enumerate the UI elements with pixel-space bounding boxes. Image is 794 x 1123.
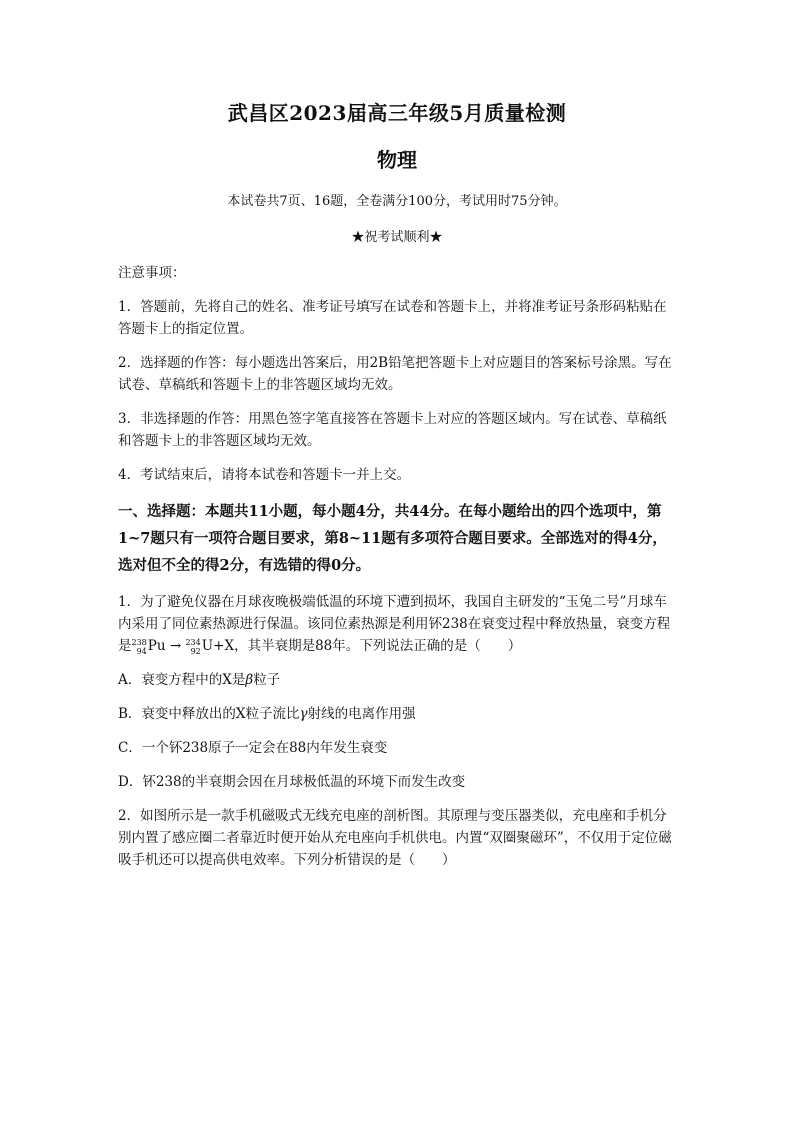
- option-a-text-end: 粒子: [253, 672, 281, 688]
- option-a: [118, 669, 678, 691]
- notice-item-4: 4．考试结束后，请将本试卷和答题卡一并上交。: [118, 467, 411, 483]
- notice-item-1: 1．答题前，先将自己的姓名、准考证号填写在试卷和答题卡上，并将准考证号条形码粘贴在答题卡上的指定位置。: [118, 299, 667, 337]
- u-symbol: U: [201, 638, 214, 654]
- pu-atomic-number: 94: [136, 646, 147, 656]
- option-b-text: B．衰变中释放出的X粒子流比: [118, 706, 300, 722]
- section-heading: 一、选择题：本题共11小题，每小题4分，共44分。在每小题给出的四个选项中，第1~7题只有一项符合题目要求，第8~11题有多项符合题目要求。全部选对的得4分，选对但不全的得2分，有选错的得0分。: [118, 503, 667, 574]
- notice-heading: 注意事项：: [118, 265, 186, 281]
- pu-symbol: Pu: [147, 638, 166, 654]
- reaction-arrow: →: [169, 638, 182, 654]
- notice-item-3: 3．非选择题的作答：用黑色签字笔直接答在答题卡上对应的答题区域内。写在试卷、草稿纸和答题卡上的非答题区域均无效。: [118, 411, 667, 449]
- good-luck-line: ★祝考试顺利★: [351, 230, 443, 245]
- nuclide-pu: [132, 635, 166, 657]
- page-title: 武昌区2023届高三年级5月质量检测: [227, 101, 567, 125]
- beta-symbol: β: [245, 672, 254, 688]
- option-b-text-end: 射线的电离作用强: [307, 706, 416, 722]
- question-2-stem: 2．如图所示是一款手机磁吸式无线充电座的剖析图。其原理与变压器类似，充电座和手机分别内置了感应圈二者靠近时便开始从充电座向手机供电。内置“双圈聚磁环”，不仅用于定位磁吸手机还可以提高供电效率。下列分析错误的是（ ）: [118, 808, 672, 868]
- u-atomic-number: 92: [190, 646, 201, 656]
- option-c: [118, 737, 678, 759]
- option-d-text: D．钚238的半衰期会因在月球极低温的环境下而发生改变: [118, 774, 466, 790]
- question-1-stem-end: ，其半衰期是88年。下列说法正确的是（ ）: [234, 638, 522, 654]
- pu-mass-number: 238: [131, 637, 147, 647]
- exam-info: 本试卷共7页、16题，全卷满分100分，考试用时75分钟。: [227, 194, 567, 209]
- subject-title: 物理: [377, 148, 417, 172]
- gamma-symbol: γ: [299, 706, 308, 722]
- question-1-stem: [118, 591, 678, 657]
- exam-content: [118, 262, 678, 883]
- nuclide-u: [185, 635, 213, 657]
- u-mass-number: 234: [185, 637, 201, 647]
- option-a-text: A．衰变方程中的X是: [118, 672, 246, 688]
- notice-item-2: 2．选择题的作答：每小题选出答案后，用2B铅笔把答题卡上对应题目的答案标号涂黑。写在试卷、草稿纸和答题卡上的非答题区域均无效。: [118, 355, 672, 393]
- option-b: [118, 703, 678, 725]
- plus-x: +X: [213, 638, 235, 654]
- question-1-stem-text: 1．为了避免仪器在月球夜晚极端低温的环境下遭到损坏，我国自主研发的“玉兔二号”月球车内采用了同位素热源进行保温。该同位素热源是利用钚238在衰变过程中释放热量，衰变方程是: [118, 594, 671, 654]
- option-c-text: C．一个钚238原子一定会在88内年发生衰变: [118, 740, 388, 756]
- option-d: [118, 771, 678, 793]
